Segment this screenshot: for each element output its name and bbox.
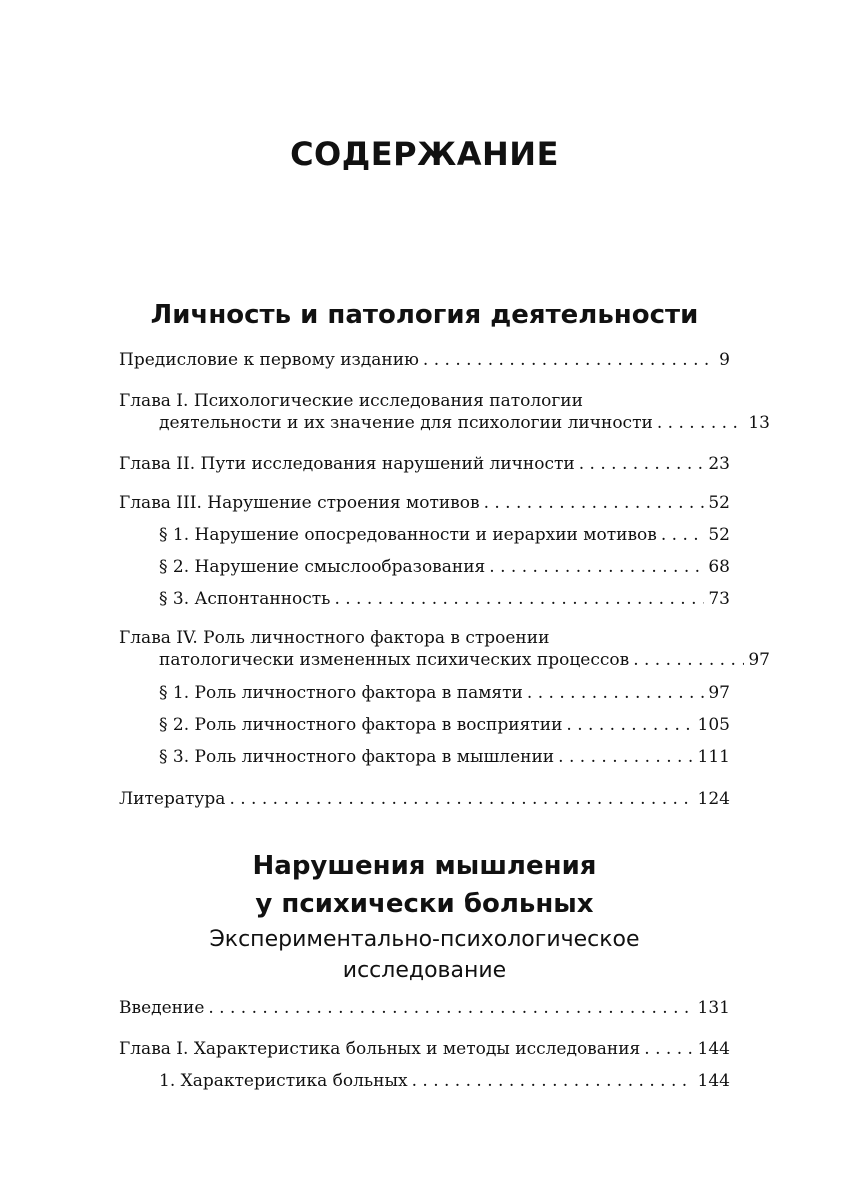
toc-entry-label: Предисловие к первому изданию — [119, 350, 419, 370]
toc-entry-label-line1: Глава IV. Роль личностного фактора в строении — [119, 628, 550, 648]
toc-entry-label: § 3. Аспонтанность — [159, 589, 331, 609]
toc-entry-ch3-sec1[interactable] — [159, 524, 730, 546]
toc-page-number: 73 — [708, 589, 730, 609]
dot-leader — [527, 682, 704, 704]
toc-entry-label: патологически измененных психических процессов — [159, 650, 630, 670]
toc-entry-label: 1. Характеристика больных — [159, 1071, 408, 1091]
toc-entry-ch3-sec3[interactable] — [159, 588, 730, 610]
dot-leader — [489, 556, 704, 578]
toc-page-number: 97 — [748, 650, 770, 670]
toc-page-number: 9 — [719, 350, 730, 370]
dot-leader — [229, 788, 693, 810]
toc-entry-part2-ch1-sec1[interactable] — [159, 1070, 730, 1092]
dot-leader — [558, 746, 693, 768]
part2-subtitle-line2: исследование — [342, 958, 507, 983]
toc-entry-label: деятельности и их значение для психологии личности — [159, 413, 653, 433]
toc-page-number: 52 — [708, 525, 730, 545]
dot-leader — [644, 1038, 693, 1060]
toc-entry-label: Глава II. Пути исследования нарушений личности — [119, 454, 575, 474]
dot-leader — [208, 997, 693, 1019]
toc-page-number: 23 — [708, 454, 730, 474]
toc-entry-chapter-2[interactable] — [119, 453, 730, 475]
toc-page-number: 124 — [697, 789, 730, 809]
toc-page-number: 13 — [748, 413, 770, 433]
dot-leader — [423, 349, 715, 371]
part2-subtitle-line1: Экспериментально-психологическое — [209, 927, 640, 952]
toc-entry-chapter-3[interactable] — [119, 492, 730, 514]
toc-entry-chapter-1[interactable] — [119, 390, 770, 434]
toc-entry-part2-chapter-1[interactable] — [119, 1038, 730, 1060]
toc-page-number: 144 — [697, 1039, 730, 1059]
toc-page-number: 68 — [708, 557, 730, 577]
part2-title-line1: Нарушения мышления — [252, 851, 597, 881]
dot-leader — [661, 524, 705, 546]
toc-page-number: 52 — [708, 493, 730, 513]
toc-page-number: 105 — [697, 715, 730, 735]
toc-entry-ch4-sec3[interactable] — [159, 746, 730, 768]
part1-title: Личность и патология деятельности — [150, 300, 699, 330]
toc-entry-label: § 1. Роль личностного фактора в памяти — [159, 683, 523, 703]
toc-entry-label: Глава III. Нарушение строения мотивов — [119, 493, 480, 513]
toc-entry-ch4-sec2[interactable] — [159, 714, 730, 736]
toc-entry-label: § 2. Роль личностного фактора в восприятии — [159, 715, 563, 735]
dot-leader — [334, 588, 704, 610]
toc-entry-label: § 2. Нарушение смыслообразования — [159, 557, 486, 577]
toc-entry-preface[interactable] — [119, 349, 730, 371]
toc-entry-label-line1: Глава I. Психологические исследования патологии — [119, 391, 583, 411]
toc-entry-label: Введение — [119, 998, 205, 1018]
page-title: СОДЕРЖАНИЕ — [290, 135, 559, 173]
toc-entry-introduction[interactable] — [119, 997, 730, 1019]
toc-entry-ch4-sec1[interactable] — [159, 682, 730, 704]
toc-entry-ch3-sec2[interactable] — [159, 556, 730, 578]
toc-entry-label: Литература — [119, 789, 226, 809]
toc-entry-chapter-4[interactable] — [119, 627, 770, 671]
toc-entry-label: § 3. Роль личностного фактора в мышлении — [159, 747, 555, 767]
toc-entry-label: § 1. Нарушение опосредованности и иерархии мотивов — [159, 525, 657, 545]
dot-leader — [412, 1070, 694, 1092]
toc-entry-label: Глава I. Характеристика больных и методы исследования — [119, 1039, 641, 1059]
dot-leader — [657, 412, 745, 434]
dot-leader — [566, 714, 693, 736]
dot-leader — [579, 453, 705, 475]
toc-page-number: 131 — [697, 998, 730, 1018]
dot-leader — [484, 492, 705, 514]
toc-entry-literature[interactable] — [119, 788, 730, 810]
part2-title-line2: у психически больных — [255, 889, 594, 919]
toc-page-number: 111 — [697, 747, 730, 767]
dot-leader — [633, 649, 744, 671]
toc-page-number: 144 — [697, 1071, 730, 1091]
toc-page-number: 97 — [708, 683, 730, 703]
